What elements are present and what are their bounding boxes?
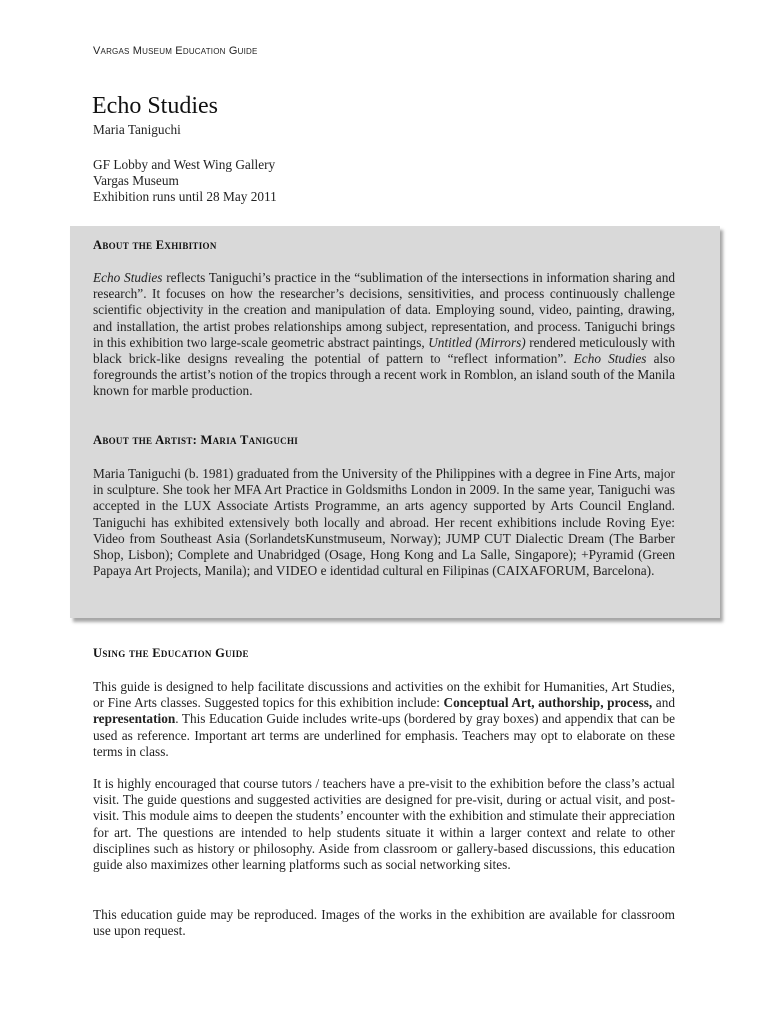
text-run: . This Education Guide includes write-ups (bordered by gray boxes) and appendix that can be used as reference. Important art terms are underlined for emphasis. Teachers may opt to elaborate on these terms in class. <box>93 711 675 759</box>
using-guide-heading: Using the Education Guide <box>93 646 249 660</box>
run-dates: Exhibition runs until 28 May 2011 <box>93 189 277 204</box>
venue-info <box>93 157 277 205</box>
title-emphasis: Echo Studies <box>573 351 647 367</box>
about-artist-text: Maria Taniguchi (b. 1981) graduated from the University of the Philippines with a degree in Fine Arts, major in sculpture. She took her MFA Art Practice in Goldsmiths London in 2009. In the same year, Taniguchi was accepted in the LUX Associate Artists Programme, an arts agency supported by Arts Council England. Taniguchi has exhibited extensively both locally and abroad. Her recent exhibitions include Roving Eye: Video from Southeast Asia (SorlandetsKunstmuseum, Norway); JUMP CUT Dialectic Dream (The Barber Shop, Lisbon); Complete and Unabridged (Osage, Hong Kong and La Salle, Singapore); +Pyramid (Green Papaya Art Projects, Manila); and VIDEO e identidad cultural en Filipinas (CAIXAFORUM, Barcelona). <box>93 466 675 579</box>
text-run: rendered meticulously with black brick-like designs revealing the potential of pattern to “reflect information”. <box>93 334 676 367</box>
topic-emphasis: representation <box>93 711 176 727</box>
topic-emphasis: Conceptual Art, authorship, process, <box>443 695 653 711</box>
about-artist-heading: About the Artist: Maria Taniguchi <box>93 433 299 447</box>
venue-line: Vargas Museum <box>93 173 179 188</box>
using-guide-paragraph-2: It is highly encouraged that course tutors / teachers have a pre-visit to the exhibition before the class’s actual visit. The guide questions and suggested activities are designed for pre-visit, during or actual visit, and post-visit. This module aims to deepen the students’ encounter with the exhibition and stimulate their appreciation for art. The questions are intended to help students situate it within a larger context and relate to other disciplines such as history or philosophy. Aside from classroom or gallery-based discussions, this education guide also maximizes other learning platforms such as social networking sites. <box>93 776 675 873</box>
using-guide-paragraph-1 <box>93 679 675 760</box>
about-exhibition-heading: About the Exhibition <box>93 238 217 252</box>
text-run: and <box>652 695 676 711</box>
running-head: Vargas Museum Education Guide <box>93 45 258 57</box>
title-emphasis: Untitled (Mirrors) <box>428 334 526 350</box>
exhibition-title: Echo Studies <box>92 93 218 119</box>
venue-line: GF Lobby and West Wing Gallery <box>93 157 276 172</box>
using-guide-paragraph-3: This education guide may be reproduced. Images of the works in the exhibition are available for classroom use upon request. <box>93 907 675 939</box>
artist-name: Maria Taniguchi <box>93 122 181 137</box>
text-run: also foregrounds the artist’s notion of the tropics through a recent work in Romblon, an island south of the Manila known for marble production. <box>93 351 675 399</box>
title-emphasis: Echo Studies <box>93 270 163 285</box>
text-run: This guide is designed to help facilitate discussions and activities on the exhibit for Humanities, Art Studies, or Fine Arts classes. Suggested topics for this exhibition include: <box>93 679 675 711</box>
text-run: reflects Taniguchi’s practice in the “sublimation of the intersections in information sharing and research”. It focuses on how the researcher’s decisions, sensitivities, and process continuously challenge scientific objectivity in the creation and manipulation of data. Employing sound, video, painting, drawing, and installation, the artist probes relationships among subject, representation, and process. Taniguchi brings in this exhibition two large-scale geometric abstract paintings, <box>93 270 675 350</box>
about-exhibition-text <box>93 270 675 400</box>
